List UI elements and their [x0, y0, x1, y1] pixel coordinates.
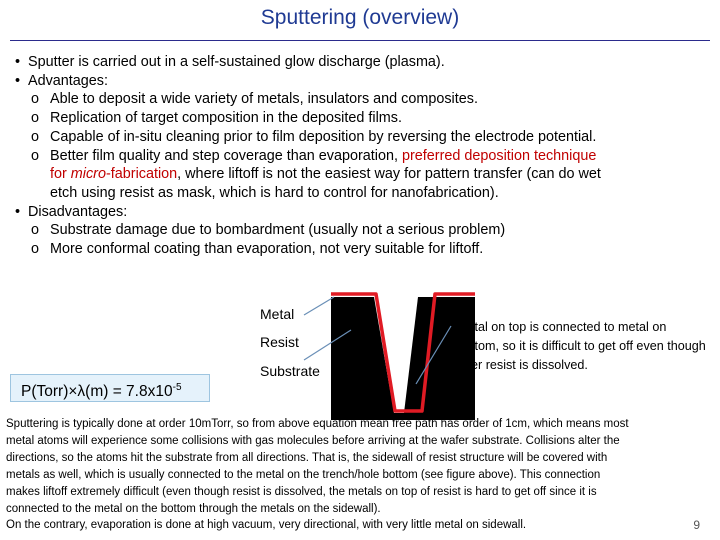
- paragraph-line: makes liftoff extremely difficult (even though resist is dissolved, the metals on top of resist is hard to get off since it is: [6, 485, 597, 498]
- label-resist: Resist: [260, 334, 299, 350]
- sub-bullet-text: More conformal coating than evaporation, not very suitable for liftoff.: [50, 241, 484, 258]
- highlight-text: preferred deposition technique: [401, 147, 597, 164]
- sub-bullet-text: Substrate damage due to bombardment (usually not a serious problem): [50, 222, 506, 239]
- highlight-text: -fabrication: [105, 166, 178, 183]
- mean-free-path-equation: [10, 374, 210, 402]
- bullet-text: Disadvantages:: [28, 203, 128, 220]
- sub-bullet-marker: o: [31, 128, 40, 145]
- sub-bullet-text: Better film quality and step coverage than evaporation,: [50, 147, 402, 164]
- bullet-marker: •: [15, 203, 21, 220]
- paragraph-line: On the contrary, evaporation is done at high vacuum, very directional, with very little metal on sidewall.: [6, 519, 527, 532]
- highlight-text: for: [50, 166, 71, 183]
- paragraph-line: Sputtering is typically done at order 10mTorr, so from above equation mean free path has order of 1cm, which means most: [6, 418, 629, 430]
- sub-bullet-marker: o: [31, 91, 40, 108]
- figure-note: Metal on top is connected to metal on bottom, so it is difficult to get off even though after resist is dissolved.: [457, 320, 706, 372]
- bullet-text: Advantages:: [28, 72, 109, 89]
- sub-bullet-marker: o: [31, 241, 40, 258]
- bullet-marker: •: [15, 54, 21, 70]
- pointer-line-metal: [304, 297, 334, 315]
- sub-bullet-marker: o: [31, 222, 40, 239]
- page-title: Sputtering (overview): [260, 6, 460, 29]
- paragraph-line: connected to the metal on the bottom through the metals on the sidewall).: [6, 502, 381, 515]
- label-metal: Metal: [260, 306, 295, 322]
- sub-bullet-text: Capable of in-situ cleaning prior to film deposition by reversing the electrode potential.: [50, 128, 597, 145]
- paragraph-line: directions, so the atoms hit the substrate from all directions. That is, the sidewall of resist structure will be covered with: [6, 451, 608, 464]
- sub-bullet-text: Able to deposit a wide variety of metals, insulators and composites.: [50, 91, 478, 108]
- page-number: 9: [693, 518, 700, 532]
- label-substrate: Substrate: [260, 363, 320, 379]
- paragraph-line: metals as well, which is usually connected to the metal on the trench/hole bottom (see figure above). This connection: [6, 468, 601, 481]
- sub-bullet-marker: o: [31, 110, 40, 127]
- sub-bullet-marker: o: [31, 147, 40, 164]
- bullet-text: Sputter is carried out in a self-sustained glow discharge (plasma).: [28, 54, 445, 70]
- sub-bullet-text: , where liftoff is not the easiest way for pattern transfer (can do wet: [177, 166, 601, 183]
- equation-text: P(Torr)×λ(m) = 7.8x10: [21, 383, 173, 400]
- highlight-italic-text: micro: [70, 166, 106, 183]
- sub-bullet-text: Replication of target composition in the deposited films.: [50, 110, 402, 127]
- explanation-paragraph: [6, 416, 710, 534]
- paragraph-line: metal atoms will experience some collisions with gas molecules before arriving at the wafer substrate. Collisions alter the: [6, 434, 620, 447]
- equation-exponent: -5: [172, 382, 182, 393]
- sub-bullet-text: etch using resist as mask, which is hard to control for nanofabrication).: [50, 184, 499, 201]
- bullet-marker: •: [15, 72, 21, 89]
